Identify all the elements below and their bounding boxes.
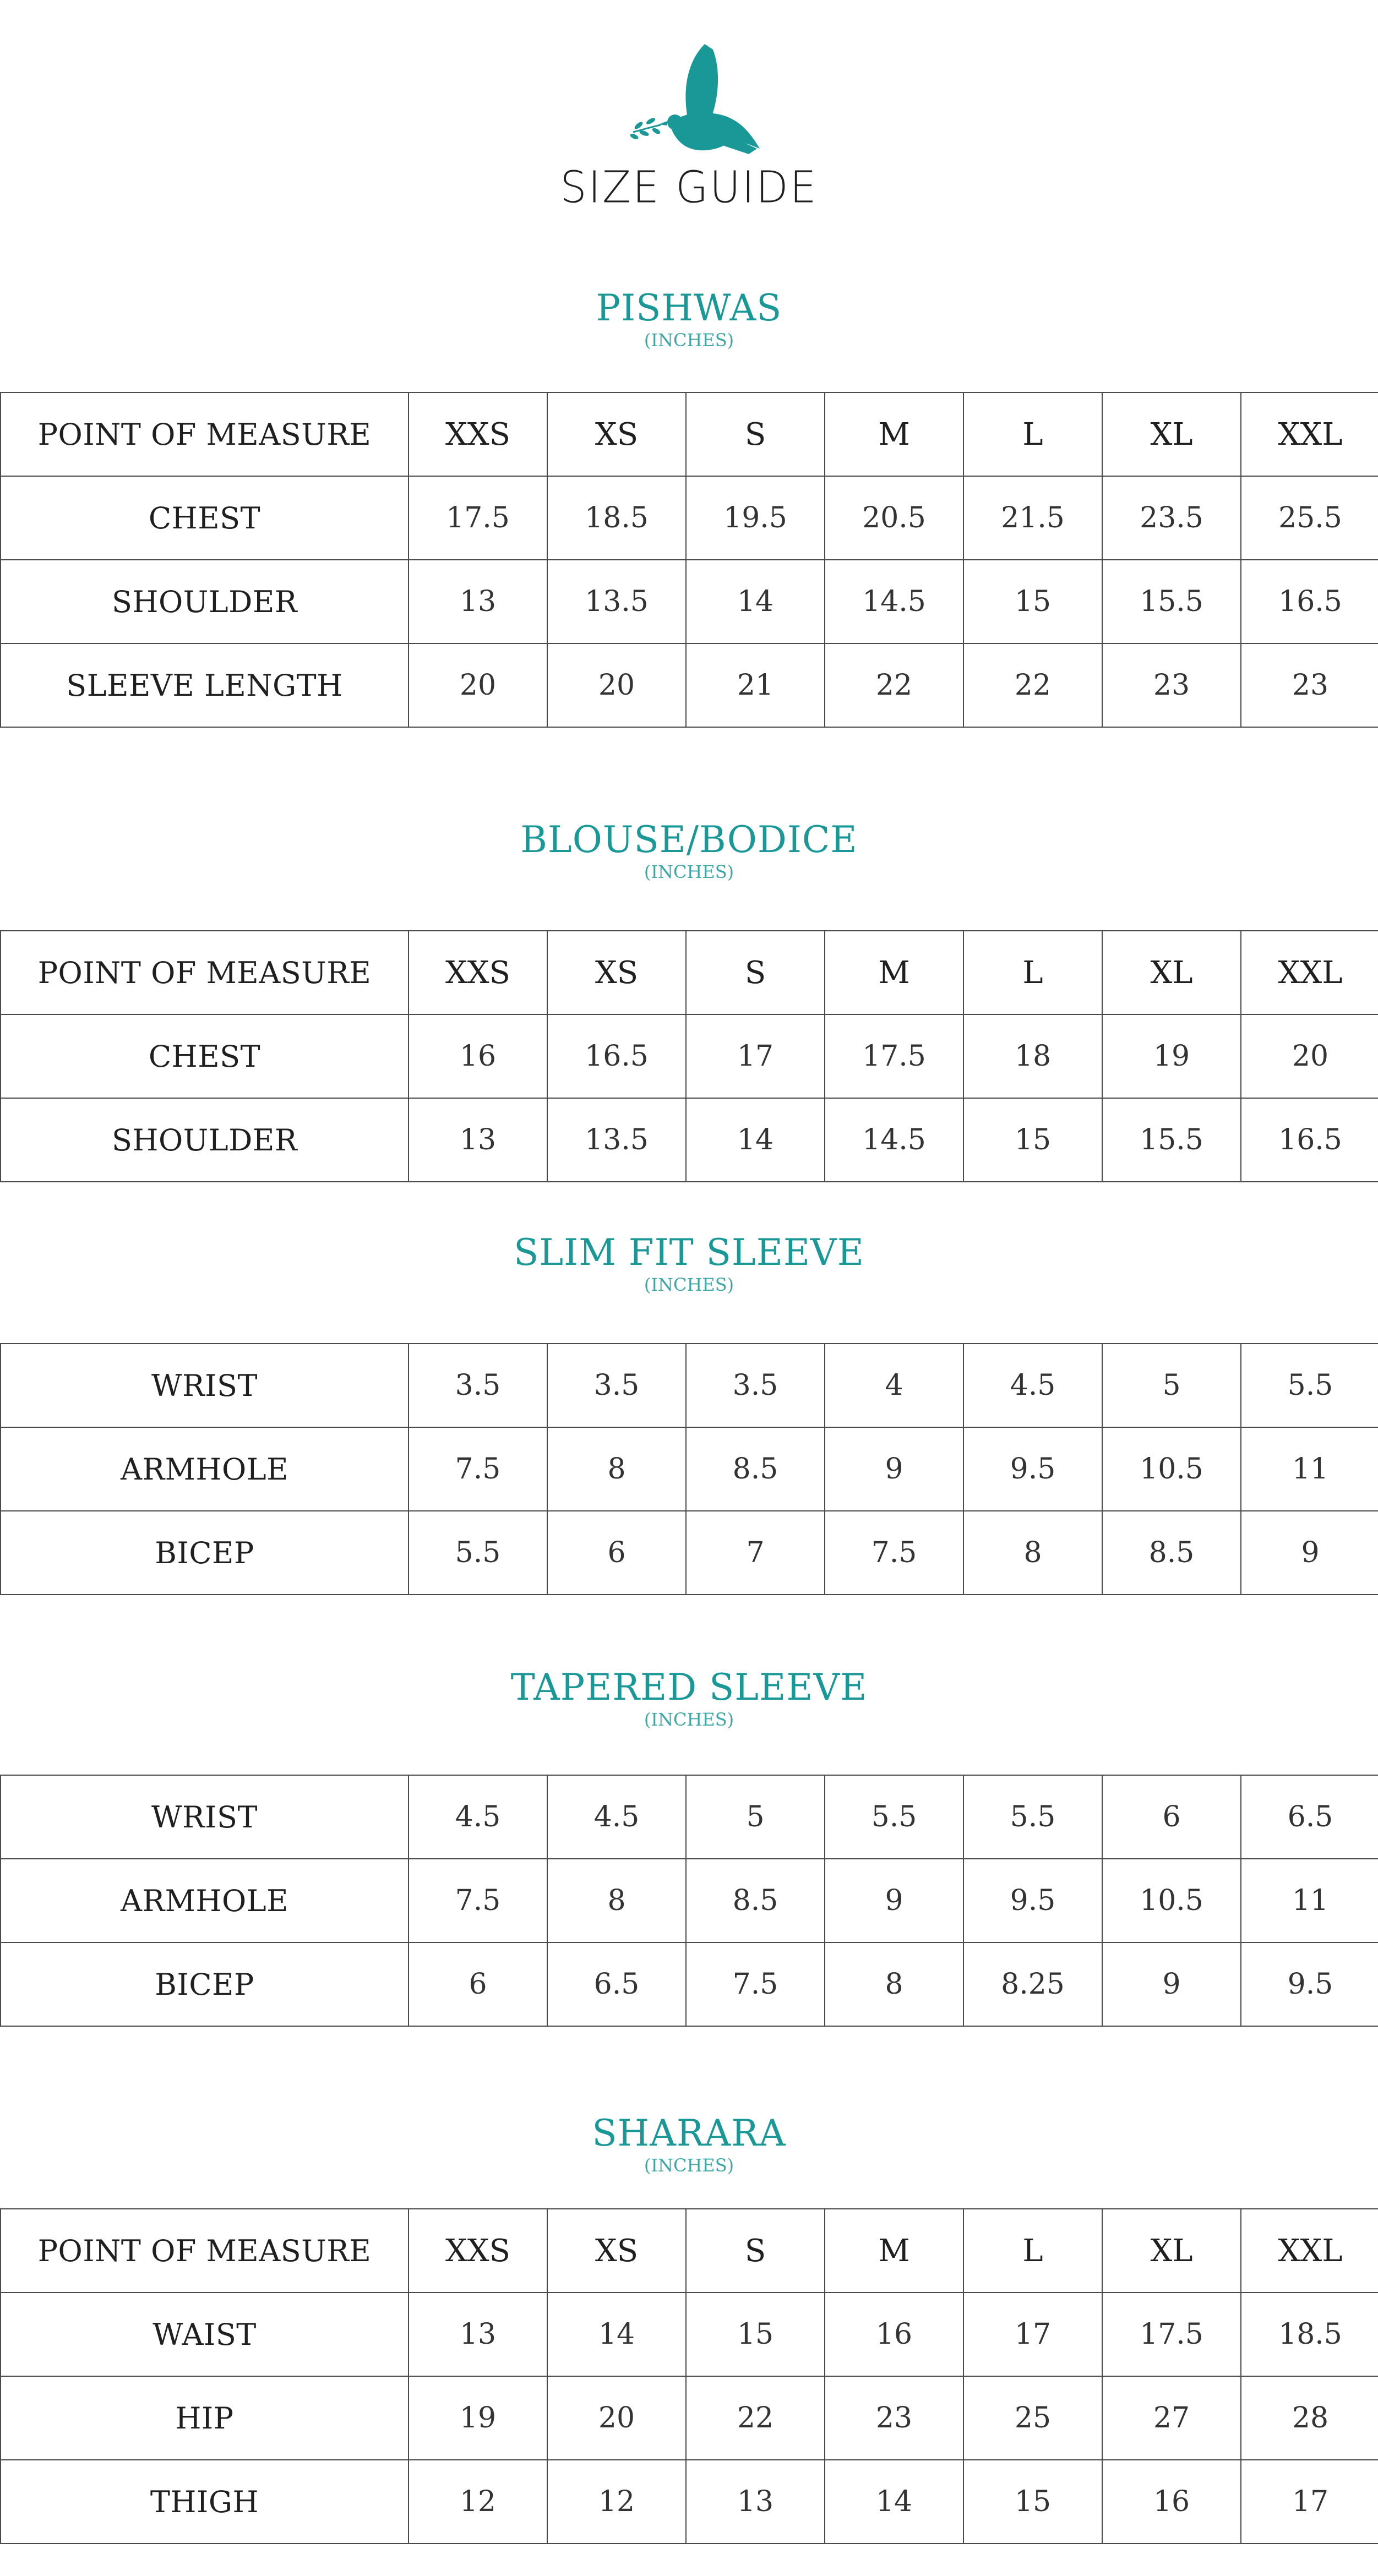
row-label: ARMHOLE	[1, 1859, 409, 1942]
table-cell: 19	[1102, 1014, 1241, 1098]
table-cell: 8.5	[686, 1427, 825, 1511]
size-header-cell: XS	[547, 931, 686, 1014]
table-cell: 15	[963, 2460, 1102, 2544]
table-cell: 14	[547, 2293, 686, 2376]
table-cell: 18.5	[547, 476, 686, 560]
table-cell: 17	[1241, 2460, 1378, 2544]
table-cell: 5	[686, 1775, 825, 1859]
table-cell: 8	[547, 1427, 686, 1511]
table-cell: 13	[409, 560, 547, 643]
table-cell: 10.5	[1102, 1859, 1241, 1942]
table-cell: 17	[963, 2293, 1102, 2376]
size-header-cell: XS	[547, 2209, 686, 2293]
table-cell: 7.5	[409, 1427, 547, 1511]
table-cell: 14	[825, 2460, 963, 2544]
size-header-cell: XXL	[1241, 2209, 1378, 2293]
table-row	[1, 560, 1378, 643]
size-table-pishwas	[0, 392, 1378, 728]
table-cell: 8	[825, 1942, 963, 2026]
table-cell: 23	[1102, 643, 1241, 727]
table-cell: 13	[409, 2293, 547, 2376]
section-title: SLIM FIT SLEEVE	[514, 1231, 864, 1274]
table-row	[1, 1511, 1378, 1595]
table-cell: 9	[825, 1859, 963, 1942]
table-cell: 7	[686, 1511, 825, 1595]
section-title: PISHWAS	[596, 287, 782, 329]
table-row	[1, 2293, 1378, 2376]
table-cell: 22	[825, 643, 963, 727]
table-cell: 15	[963, 1098, 1102, 1182]
section-heading-slim-fit-sleeve	[0, 1231, 1378, 1296]
table-cell: 23	[825, 2376, 963, 2460]
table-row	[1, 1427, 1378, 1511]
table-cell: 20	[1241, 1014, 1378, 1098]
section-unit: (INCHES)	[644, 1709, 734, 1730]
table-cell: 5.5	[963, 1775, 1102, 1859]
page-title: SIZE GUIDE	[560, 161, 818, 213]
row-label: BICEP	[1, 1942, 409, 2026]
size-header-cell: XXL	[1241, 392, 1378, 476]
table-cell: 3.5	[409, 1344, 547, 1427]
section-unit: (INCHES)	[644, 1274, 734, 1295]
size-header-cell: M	[825, 392, 963, 476]
table-cell: 25	[963, 2376, 1102, 2460]
table-cell: 15.5	[1102, 1098, 1241, 1182]
section-title: SHARARA	[592, 2112, 786, 2154]
size-table-tapered-sleeve	[0, 1775, 1378, 2027]
table-cell: 14.5	[825, 560, 963, 643]
table-cell: 23.5	[1102, 476, 1241, 560]
section-title: TAPERED SLEEVE	[510, 1666, 868, 1709]
table-cell: 5.5	[1241, 1344, 1378, 1427]
table-row	[1, 1098, 1378, 1182]
table-cell: 9	[1102, 1942, 1241, 2026]
table-row	[1, 643, 1378, 727]
table-cell: 20.5	[825, 476, 963, 560]
table-cell: 16.5	[547, 1014, 686, 1098]
table-cell: 21	[686, 643, 825, 727]
size-header-cell: M	[825, 2209, 963, 2293]
table-cell: 7.5	[409, 1859, 547, 1942]
size-header-cell: XS	[547, 392, 686, 476]
table-cell: 9.5	[963, 1427, 1102, 1511]
table-cell: 6	[409, 1942, 547, 2026]
row-label: WRIST	[1, 1775, 409, 1859]
size-header-cell: XL	[1102, 392, 1241, 476]
row-label: THIGH	[1, 2460, 409, 2544]
row-label: HIP	[1, 2376, 409, 2460]
table-cell: 11	[1241, 1859, 1378, 1942]
header-cell: POINT OF MEASURE	[1, 2209, 409, 2293]
size-table-slim-fit-sleeve	[0, 1343, 1378, 1595]
row-label: SHOULDER	[1, 1098, 409, 1182]
table-cell: 16	[409, 1014, 547, 1098]
table-cell: 18.5	[1241, 2293, 1378, 2376]
dove-with-olive-branch-icon	[622, 39, 765, 171]
table-cell: 17	[686, 1014, 825, 1098]
size-header-cell: L	[963, 2209, 1102, 2293]
table-cell: 17.5	[825, 1014, 963, 1098]
row-label: WRIST	[1, 1344, 409, 1427]
table-cell: 20	[409, 643, 547, 727]
size-header-cell: XL	[1102, 2209, 1241, 2293]
table-row	[1, 2460, 1378, 2544]
table-cell: 19.5	[686, 476, 825, 560]
table-cell: 10.5	[1102, 1427, 1241, 1511]
table-cell: 17.5	[1102, 2293, 1241, 2376]
row-label: SLEEVE LENGTH	[1, 643, 409, 727]
table-cell: 28	[1241, 2376, 1378, 2460]
table-cell: 22	[686, 2376, 825, 2460]
table-cell: 7.5	[686, 1942, 825, 2026]
table-row	[1, 1344, 1378, 1427]
section-unit: (INCHES)	[644, 330, 734, 351]
table-cell: 21.5	[963, 476, 1102, 560]
table-cell: 4.5	[409, 1775, 547, 1859]
table-cell: 22	[963, 643, 1102, 727]
table-cell: 16.5	[1241, 1098, 1378, 1182]
table-cell: 16	[825, 2293, 963, 2376]
table-cell: 5.5	[825, 1775, 963, 1859]
table-cell: 14	[686, 1098, 825, 1182]
table-cell: 14	[686, 560, 825, 643]
table-cell: 17.5	[409, 476, 547, 560]
table-cell: 15.5	[1102, 560, 1241, 643]
table-cell: 15	[686, 2293, 825, 2376]
table-cell: 3.5	[547, 1344, 686, 1427]
section-heading-pishwas	[0, 286, 1378, 351]
table-cell: 3.5	[686, 1344, 825, 1427]
table-row	[1, 2376, 1378, 2460]
size-header-cell: XL	[1102, 931, 1241, 1014]
table-cell: 16	[1102, 2460, 1241, 2544]
table-cell: 9.5	[963, 1859, 1102, 1942]
row-label: BICEP	[1, 1511, 409, 1595]
row-label: ARMHOLE	[1, 1427, 409, 1511]
table-cell: 8.25	[963, 1942, 1102, 2026]
row-label: CHEST	[1, 476, 409, 560]
size-header-cell: S	[686, 392, 825, 476]
table-cell: 5	[1102, 1344, 1241, 1427]
table-cell: 20	[547, 2376, 686, 2460]
size-header-cell: S	[686, 931, 825, 1014]
table-cell: 11	[1241, 1427, 1378, 1511]
table-cell: 8.5	[1102, 1511, 1241, 1595]
table-cell: 6.5	[547, 1942, 686, 2026]
section-heading-sharara	[0, 2111, 1378, 2176]
table-row	[1, 1942, 1378, 2026]
table-cell: 5.5	[409, 1511, 547, 1595]
table-cell: 13.5	[547, 1098, 686, 1182]
size-table-blouse-bodice	[0, 930, 1378, 1182]
table-cell: 20	[547, 643, 686, 727]
table-cell: 27	[1102, 2376, 1241, 2460]
table-cell: 4.5	[547, 1775, 686, 1859]
table-row	[1, 1859, 1378, 1942]
size-table-sharara	[0, 2208, 1378, 2544]
table-header-row	[1, 931, 1378, 1014]
row-label: WAIST	[1, 2293, 409, 2376]
section-unit: (INCHES)	[644, 861, 734, 882]
table-cell: 6	[547, 1511, 686, 1595]
table-cell: 19	[409, 2376, 547, 2460]
table-cell: 8	[963, 1511, 1102, 1595]
table-header-row	[1, 392, 1378, 476]
table-cell: 7.5	[825, 1511, 963, 1595]
table-cell: 6	[1102, 1775, 1241, 1859]
row-label: SHOULDER	[1, 560, 409, 643]
table-cell: 4.5	[963, 1344, 1102, 1427]
table-row	[1, 476, 1378, 560]
size-header-cell: L	[963, 392, 1102, 476]
table-cell: 12	[547, 2460, 686, 2544]
size-header-cell: M	[825, 931, 963, 1014]
table-cell: 9	[1241, 1511, 1378, 1595]
header-cell: POINT OF MEASURE	[1, 931, 409, 1014]
table-cell: 8	[547, 1859, 686, 1942]
header-cell: POINT OF MEASURE	[1, 392, 409, 476]
table-cell: 18	[963, 1014, 1102, 1098]
size-header-cell: XXL	[1241, 931, 1378, 1014]
table-cell: 13	[686, 2460, 825, 2544]
section-unit: (INCHES)	[644, 2155, 734, 2176]
section-title: BLOUSE/BODICE	[520, 818, 858, 861]
table-cell: 13.5	[547, 560, 686, 643]
table-cell: 9.5	[1241, 1942, 1378, 2026]
table-cell: 9	[825, 1427, 963, 1511]
size-header-cell: XXS	[409, 2209, 547, 2293]
row-label: CHEST	[1, 1014, 409, 1098]
table-cell: 12	[409, 2460, 547, 2544]
size-header-cell: S	[686, 2209, 825, 2293]
section-heading-tapered-sleeve	[0, 1666, 1378, 1731]
size-header-cell: L	[963, 931, 1102, 1014]
table-cell: 15	[963, 560, 1102, 643]
table-cell: 14.5	[825, 1098, 963, 1182]
table-cell: 13	[409, 1098, 547, 1182]
table-cell: 25.5	[1241, 476, 1378, 560]
table-cell: 16.5	[1241, 560, 1378, 643]
table-cell: 4	[825, 1344, 963, 1427]
table-row	[1, 1014, 1378, 1098]
section-heading-blouse-bodice	[0, 818, 1378, 883]
size-header-cell: XXS	[409, 931, 547, 1014]
size-header-cell: XXS	[409, 392, 547, 476]
table-cell: 8.5	[686, 1859, 825, 1942]
table-header-row	[1, 2209, 1378, 2293]
table-cell: 6.5	[1241, 1775, 1378, 1859]
table-cell: 23	[1241, 643, 1378, 727]
table-row	[1, 1775, 1378, 1859]
